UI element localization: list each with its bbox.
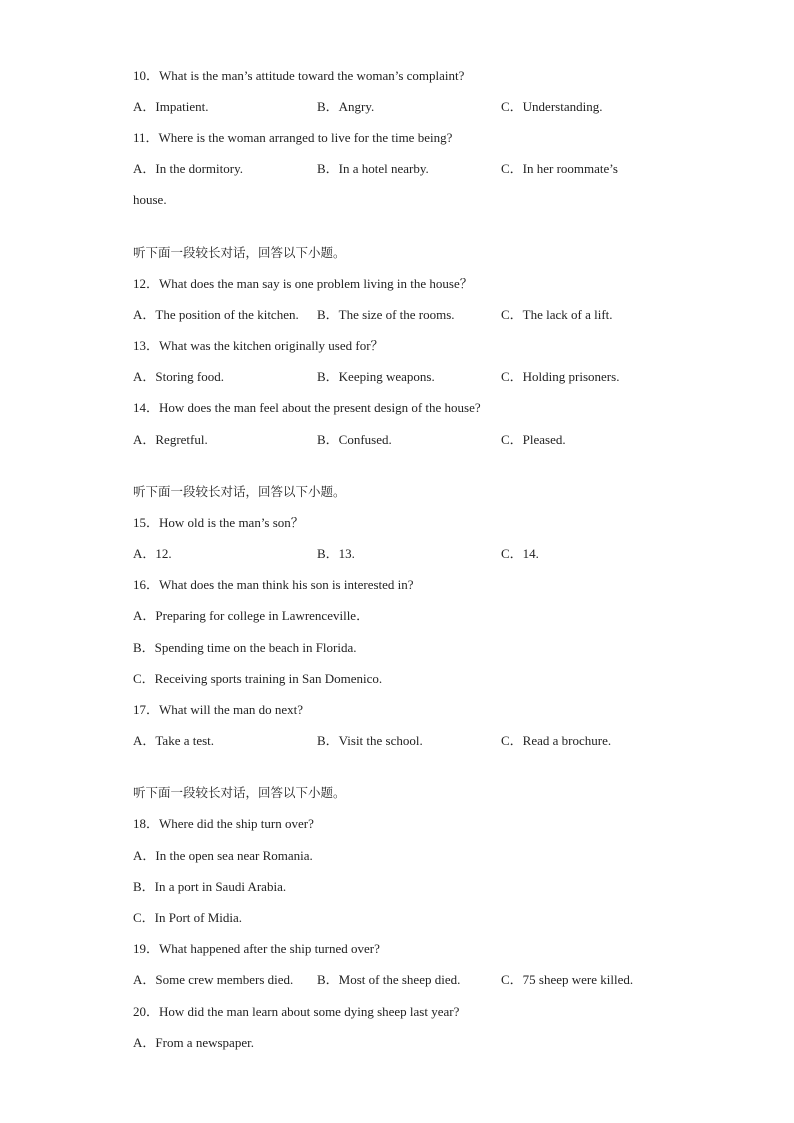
q11-option-c[interactable]: C．In her roommate’s — [501, 161, 618, 176]
q10-stem: 10．What is the man’s attitude toward the woman’s complaint? — [133, 68, 465, 83]
q12-option-a[interactable]: A．The position of the kitchen. — [133, 307, 299, 322]
section-instruction: 听下面一段较长对话，回答以下小题。 — [133, 484, 346, 499]
q14-stem: 14．How does the man feel about the present design of the house? — [133, 400, 481, 415]
q13-option-b[interactable]: B．Keeping weapons. — [317, 369, 435, 384]
q15-option-b[interactable]: B．13. — [317, 546, 355, 561]
q12-option-b[interactable]: B．The size of the rooms. — [317, 307, 455, 322]
q10-option-c[interactable]: C．Understanding. — [501, 99, 603, 114]
q16-option-a[interactable]: A．Preparing for college in Lawrenceville． — [133, 608, 370, 623]
section-instruction: 听下面一段较长对话，回答以下小题。 — [133, 245, 346, 260]
q18-option-b[interactable]: B．In a port in Saudi Arabia. — [133, 879, 287, 894]
q16-stem: 16．What does the man think his son is interested in? — [133, 577, 414, 592]
q12-option-c[interactable]: C．The lack of a lift. — [501, 307, 613, 322]
q11-option-c-continued: house. — [133, 192, 167, 207]
q14-option-b[interactable]: B．Confused. — [317, 432, 392, 447]
q15-option-a[interactable]: A．12. — [133, 546, 172, 561]
q18-stem: 18．Where did the ship turn over? — [133, 816, 314, 831]
q19-stem: 19．What happened after the ship turned over? — [133, 941, 380, 956]
q20-option-a[interactable]: A．From a newspaper. — [133, 1035, 254, 1050]
q17-option-a[interactable]: A．Take a test. — [133, 733, 215, 748]
q13-option-c[interactable]: C．Holding prisoners. — [501, 369, 620, 384]
q15-stem: 15．How old is the man’s son？ — [133, 515, 304, 530]
q14-option-a[interactable]: A．Regretful. — [133, 432, 208, 447]
q11-option-a[interactable]: A．In the dormitory. — [133, 161, 243, 176]
q10-option-b[interactable]: B．Angry. — [317, 99, 375, 114]
q20-stem: 20．How did the man learn about some dying sheep last year? — [133, 1004, 460, 1019]
q19-option-c[interactable]: C．75 sheep were killed. — [501, 972, 634, 987]
q17-option-c[interactable]: C．Read a brochure. — [501, 733, 612, 748]
q19-option-a[interactable]: A．Some crew members died. — [133, 972, 294, 987]
q12-stem: 12．What does the man say is one problem living in the house？ — [133, 276, 473, 291]
q11-stem: 11．Where is the woman arranged to live for the time being? — [133, 130, 453, 145]
q10-option-a[interactable]: A．Impatient. — [133, 99, 209, 114]
q16-option-b[interactable]: B．Spending time on the beach in Florida. — [133, 640, 357, 655]
section-instruction: 听下面一段较长对话，回答以下小题。 — [133, 785, 346, 800]
q17-stem: 17．What will the man do next? — [133, 702, 304, 717]
q13-option-a[interactable]: A．Storing food. — [133, 369, 225, 384]
q18-option-c[interactable]: C．In Port of Midia. — [133, 910, 243, 925]
q11-option-b[interactable]: B．In a hotel nearby. — [317, 161, 429, 176]
q13-stem: 13．What was the kitchen originally used for？ — [133, 338, 384, 353]
q18-option-a[interactable]: A．In the open sea near Romania. — [133, 848, 313, 863]
q16-option-c[interactable]: C．Receiving sports training in San Domenico. — [133, 671, 383, 686]
q19-option-b[interactable]: B．Most of the sheep died. — [317, 972, 461, 987]
q15-option-c[interactable]: C．14. — [501, 546, 539, 561]
q14-option-c[interactable]: C．Pleased. — [501, 432, 566, 447]
q17-option-b[interactable]: B．Visit the school. — [317, 733, 423, 748]
